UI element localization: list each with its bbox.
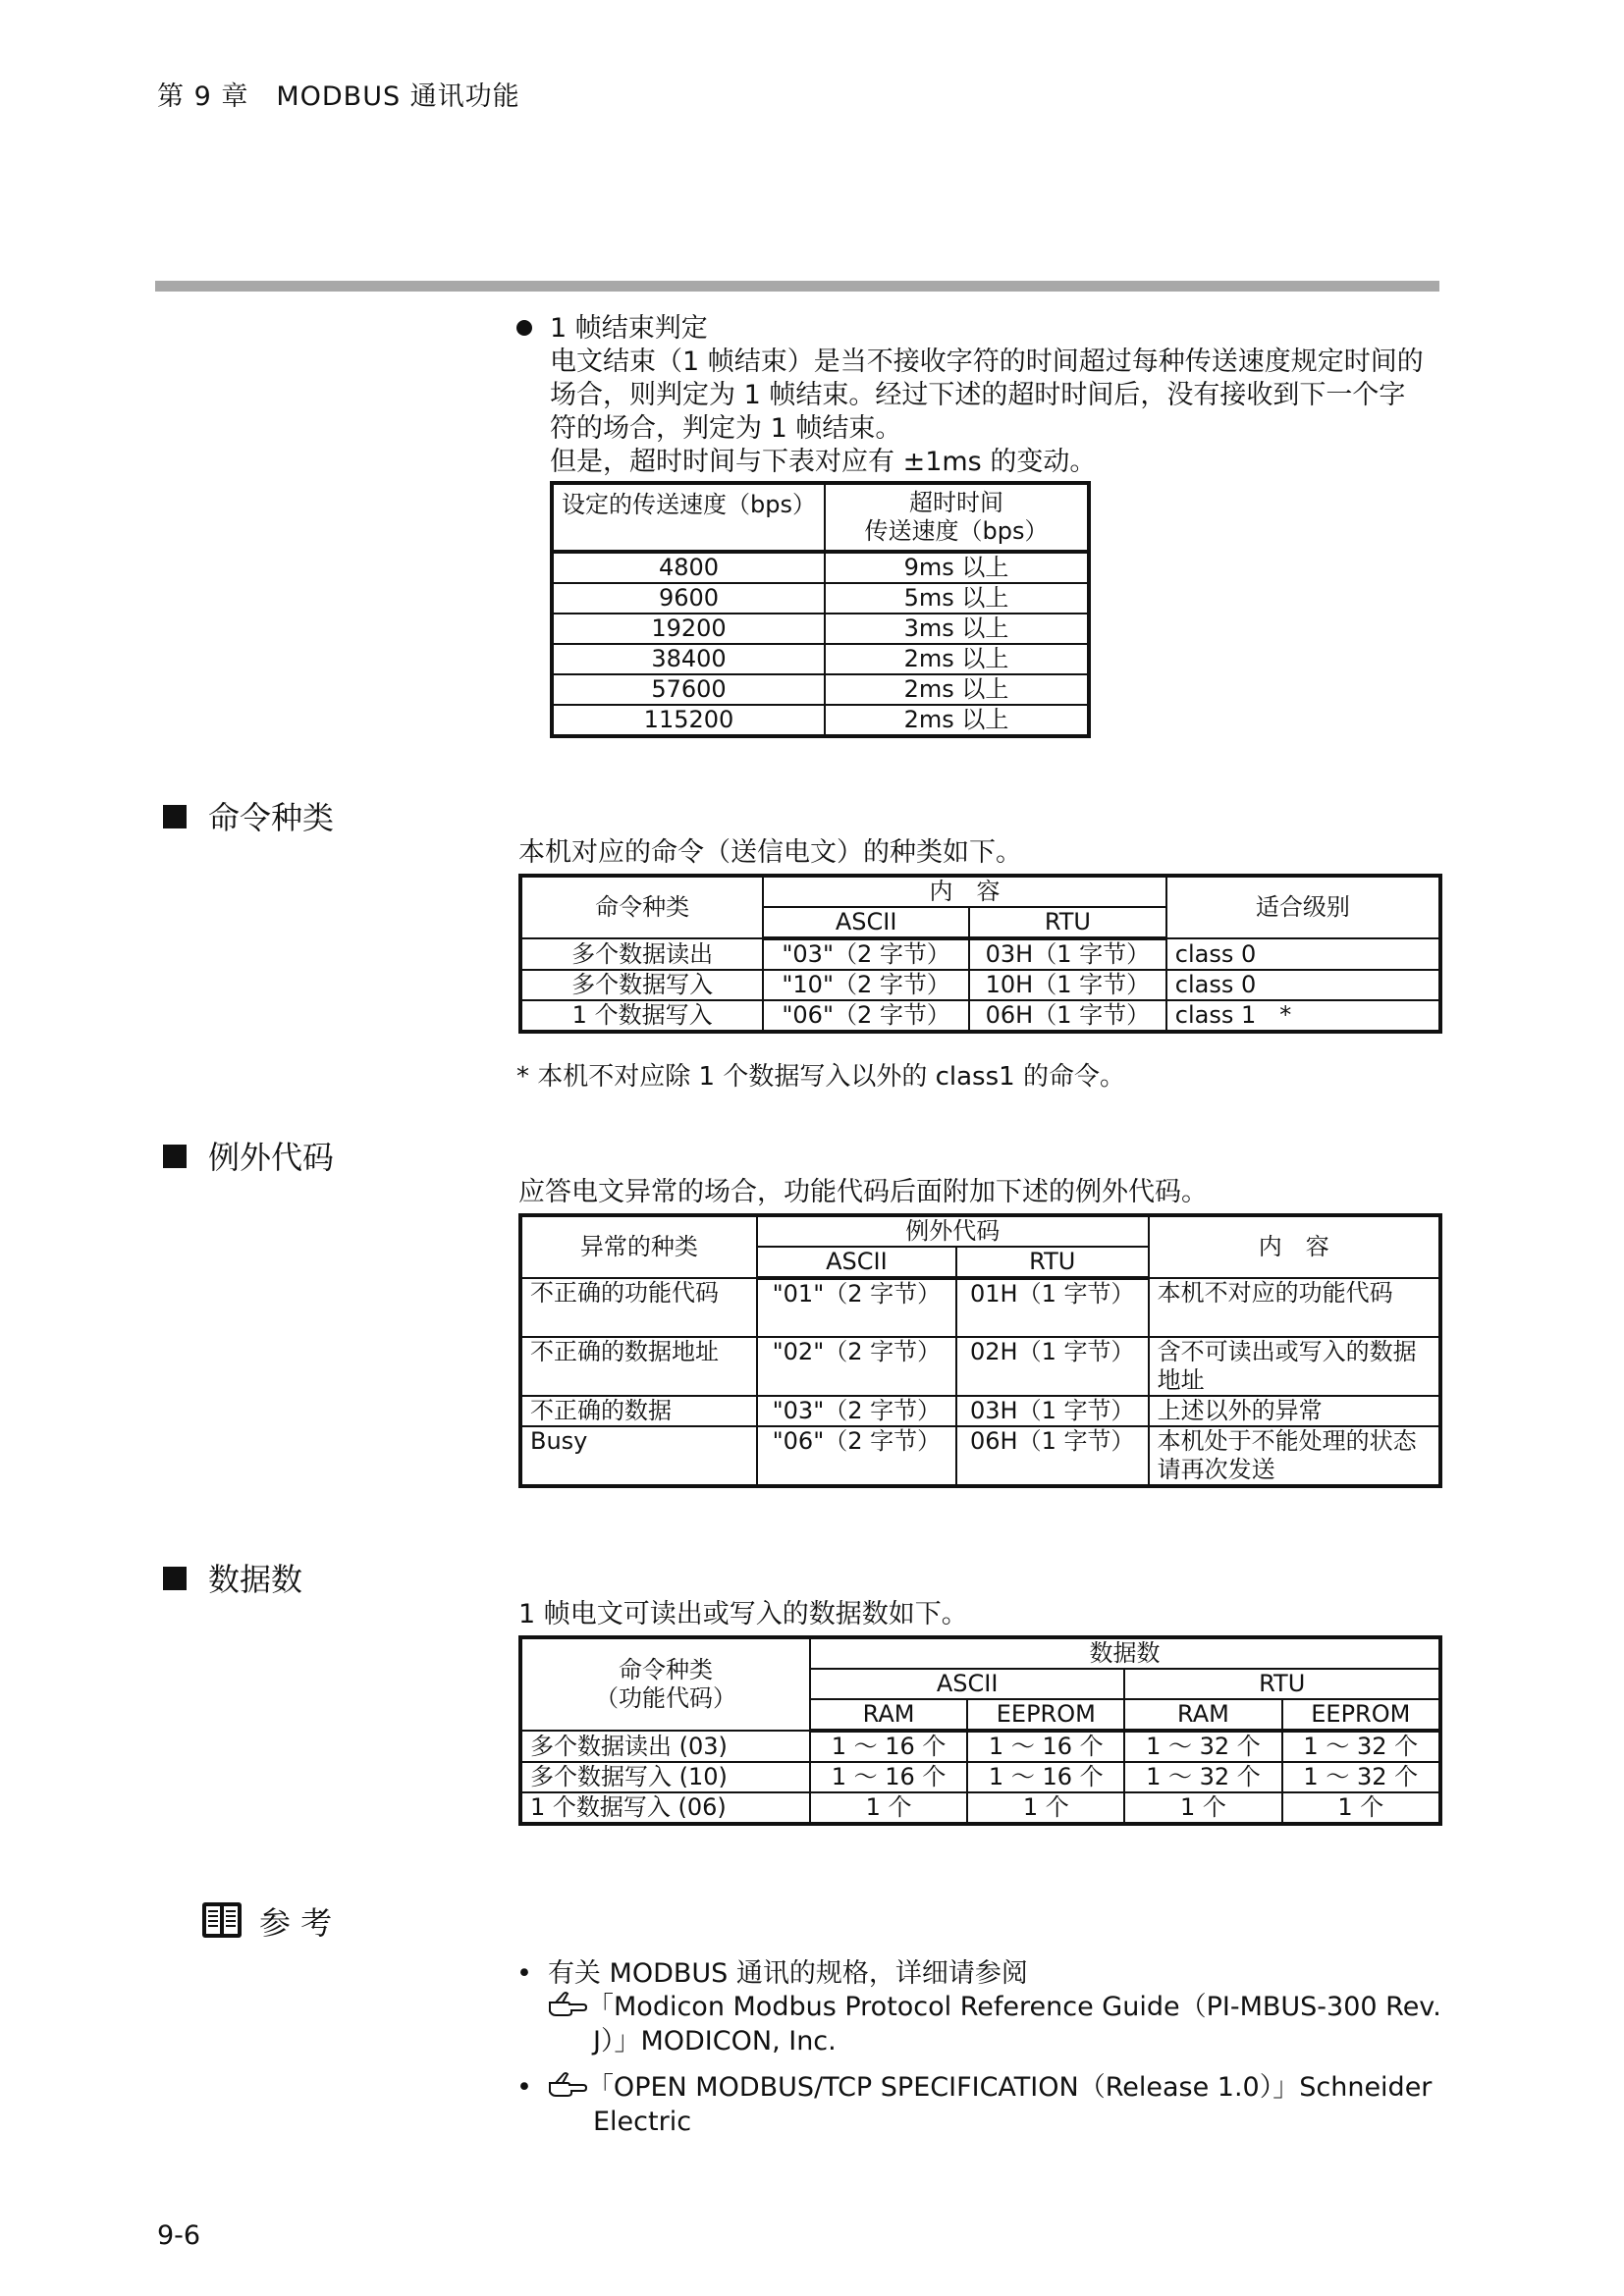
table-cell: 1 ～ 16 个 — [810, 1731, 967, 1762]
table-cell: 1 个数据写入 (06) — [520, 1792, 810, 1824]
table-cell: 多个数据写入 — [520, 970, 763, 1000]
table-cell: 1 个 — [1124, 1792, 1281, 1824]
commands-col-level: 适合级别 — [1166, 876, 1440, 938]
exceptions-col-type: 异常的种类 — [520, 1215, 757, 1278]
table-cell — [1149, 1278, 1440, 1337]
reference-text: 有关 MODBUS 通讯的规格，详细请参阅 — [547, 1958, 1028, 1989]
table-cell: 1 个数据写入 — [520, 1000, 763, 1032]
data-count-col-ram: RAM — [1124, 1699, 1281, 1731]
data-count-col-eeprom: EEPROM — [1282, 1699, 1440, 1731]
table-row — [520, 1337, 1440, 1396]
table-cell: 06H（1 字节） — [956, 1426, 1149, 1486]
commands-intro: 本机对应的命令（送信电文）的种类如下。 — [518, 837, 1022, 868]
data-count-table — [518, 1635, 1442, 1826]
commands-footnote: * 本机不对应除 1 个数据写入以外的 class1 的命令。 — [516, 1062, 1125, 1092]
table-cell: 不正确的数据地址 — [520, 1337, 757, 1396]
reference-item-1-line1 — [516, 1957, 1441, 1991]
commands-col-rtu: RTU — [969, 907, 1166, 938]
reference-item-1-line2 — [516, 1991, 1441, 2025]
table-cell: 01H（1 字节） — [956, 1278, 1149, 1337]
reference-item-1 — [516, 1957, 1441, 2058]
commands-heading-row — [163, 793, 334, 838]
table-cell: 1 个 — [810, 1792, 967, 1824]
commands-heading: 命令种类 — [208, 799, 335, 836]
commands-table — [518, 874, 1442, 1034]
exceptions-col-content: 内 容 — [1149, 1215, 1440, 1278]
commands-col-ascii: ASCII — [763, 907, 969, 938]
reference-heading-row — [200, 1898, 332, 1948]
exceptions-intro: 应答电文异常的场合，功能代码后面附加下述的例外代码。 — [518, 1177, 1208, 1207]
table-row — [520, 1278, 1440, 1337]
table-cell: 1 ～ 32 个 — [1124, 1731, 1281, 1762]
section-square-icon — [163, 1145, 187, 1168]
table-row — [552, 614, 1089, 644]
data-count-col-rtu: RTU — [1124, 1669, 1440, 1699]
exceptions-heading-row — [163, 1133, 334, 1178]
bullet-icon — [516, 320, 532, 336]
table-row — [552, 705, 1089, 736]
exceptions-col-code: 例外代码 — [757, 1215, 1149, 1247]
table-row — [520, 1426, 1440, 1486]
table-cell: 1 ～ 16 个 — [967, 1762, 1124, 1792]
table-cell — [1149, 1426, 1440, 1486]
table-cell: "06"（2 字节） — [763, 1000, 969, 1032]
exceptions-table — [518, 1213, 1442, 1488]
table-cell — [1149, 1337, 1440, 1396]
table-row — [520, 938, 1440, 970]
reference-link-text: 「OPEN MODBUS/TCP SPECIFICATION（Release 1.0）」Schneider — [586, 2072, 1433, 2103]
bullet-icon: • — [516, 1958, 532, 1989]
table-cell: 2ms 以上 — [825, 705, 1089, 736]
table-row — [552, 583, 1089, 614]
cell-line: 地址 — [1157, 1366, 1205, 1394]
table-cell: 1 ～ 32 个 — [1282, 1762, 1440, 1792]
data-count-col-ram: RAM — [810, 1699, 967, 1731]
table-cell: Busy — [520, 1426, 757, 1486]
section-rule — [155, 281, 1439, 292]
table-cell: 4800 — [552, 552, 825, 583]
table-row — [520, 970, 1440, 1000]
table-cell: 3ms 以上 — [825, 614, 1089, 644]
table-cell: 03H（1 字节） — [969, 938, 1166, 970]
table-cell: 06H（1 字节） — [969, 1000, 1166, 1032]
table-row — [520, 1000, 1440, 1032]
data-count-col-type-line1: 命令种类 — [619, 1656, 713, 1683]
pointing-hand-icon — [548, 2071, 587, 2106]
timeout-col-time-line2: 传送速度（bps） — [864, 517, 1049, 545]
timeout-table — [550, 481, 1091, 738]
table-cell: 38400 — [552, 644, 825, 674]
exceptions-col-ascii: ASCII — [757, 1247, 956, 1278]
table-cell: 115200 — [552, 705, 825, 736]
timeout-col-time — [825, 483, 1089, 552]
paragraph-line: 符的场合，判定为 1 帧结束。 — [550, 413, 902, 444]
table-cell: 多个数据读出 — [520, 938, 763, 970]
table-cell: "03"（2 字节） — [757, 1396, 956, 1426]
table-cell: 9ms 以上 — [825, 552, 1089, 583]
data-count-col-eeprom: EEPROM — [967, 1699, 1124, 1731]
table-cell: 不正确的功能代码 — [520, 1278, 757, 1337]
book-icon — [200, 1900, 244, 1948]
table-cell: 1 ～ 16 个 — [967, 1731, 1124, 1762]
reference-item-2 — [516, 2071, 1432, 2139]
table-cell: 1 个 — [967, 1792, 1124, 1824]
table-cell: 03H（1 字节） — [956, 1396, 1149, 1426]
commands-col-content: 内 容 — [763, 876, 1166, 907]
table-row — [520, 1396, 1440, 1426]
page-number: 9-6 — [157, 2220, 201, 2251]
paragraph-line: 电文结束（1 帧结束）是当不接收字符的时间超过每种传送速度规定时间的 — [550, 347, 1424, 377]
timeout-col-time-line1: 超时时间 — [908, 489, 1003, 516]
frame-end-paragraph — [550, 346, 1424, 479]
reference-link-text: 「Modicon Modbus Protocol Reference Guide（PI-MBUS-300 Rev. — [587, 1992, 1441, 2022]
data-count-heading-row — [163, 1555, 302, 1600]
pointing-hand-icon — [548, 1991, 587, 2025]
table-cell: "03"（2 字节） — [763, 938, 969, 970]
timeout-col-speed: 设定的传送速度（bps） — [552, 483, 825, 552]
frame-end-title-row — [516, 312, 708, 346]
table-cell: 2ms 以上 — [825, 674, 1089, 705]
table-cell: 不正确的数据 — [520, 1396, 757, 1426]
reference-item-2-line1 — [516, 2071, 1432, 2106]
paragraph-line: 但是，超时时间与下表对应有 ±1ms 的变动。 — [550, 447, 1097, 477]
table-cell: "01"（2 字节） — [757, 1278, 956, 1337]
cell-line: 含不可读出或写入的数据 — [1157, 1338, 1417, 1365]
paragraph-line: 场合，则判定为 1 帧结束。经过下述的超时时间后，没有接收到下一个字 — [550, 380, 1406, 410]
table-cell — [1149, 1396, 1440, 1426]
bullet-icon: • — [516, 2072, 532, 2103]
reference-item-1-line3: J）」MODICON, Inc. — [593, 2026, 837, 2056]
exceptions-heading: 例外代码 — [208, 1139, 335, 1176]
table-row — [552, 644, 1089, 674]
table-cell: 多个数据写入 (10) — [520, 1762, 810, 1792]
table-cell: 5ms 以上 — [825, 583, 1089, 614]
data-count-col-count: 数据数 — [810, 1637, 1440, 1669]
section-square-icon — [163, 805, 187, 828]
reference-item-2-line2: Electric — [593, 2107, 692, 2137]
table-cell: class 0 — [1166, 970, 1440, 1000]
table-cell: 9600 — [552, 583, 825, 614]
table-cell: 多个数据读出 (03) — [520, 1731, 810, 1762]
data-count-col-type — [520, 1637, 810, 1731]
table-row — [520, 1762, 1440, 1792]
data-count-heading: 数据数 — [208, 1561, 303, 1598]
table-row — [520, 1731, 1440, 1762]
table-cell: 57600 — [552, 674, 825, 705]
table-cell: "02"（2 字节） — [757, 1337, 956, 1396]
data-count-intro: 1 帧电文可读出或写入的数据数如下。 — [518, 1599, 968, 1629]
table-cell: 10H（1 字节） — [969, 970, 1166, 1000]
data-count-col-type-line2: （功能代码） — [595, 1684, 736, 1712]
table-row — [552, 674, 1089, 705]
cell-line: 请再次发送 — [1157, 1456, 1275, 1483]
frame-end-title: 1 帧结束判定 — [550, 313, 708, 344]
table-row — [520, 1792, 1440, 1824]
exceptions-col-rtu: RTU — [956, 1247, 1149, 1278]
section-square-icon — [163, 1567, 187, 1590]
table-cell: "06"（2 字节） — [757, 1426, 956, 1486]
table-cell: 02H（1 字节） — [956, 1337, 1149, 1396]
table-cell: 1 个 — [1282, 1792, 1440, 1824]
table-cell: class 1 * — [1166, 1000, 1440, 1032]
table-cell: 19200 — [552, 614, 825, 644]
table-row — [552, 552, 1089, 583]
table-cell: "10"（2 字节） — [763, 970, 969, 1000]
cell-line: 本机处于不能处理的状态 — [1157, 1427, 1417, 1455]
cell-line: 上述以外的异常 — [1157, 1397, 1323, 1424]
commands-col-type: 命令种类 — [520, 876, 763, 938]
table-cell: class 0 — [1166, 938, 1440, 970]
table-cell: 2ms 以上 — [825, 644, 1089, 674]
cell-line: 本机不对应的功能代码 — [1157, 1279, 1393, 1307]
chapter-header: 第 9 章 MODBUS 通讯功能 — [157, 81, 520, 112]
table-cell: 1 ～ 16 个 — [810, 1762, 967, 1792]
table-cell: 1 ～ 32 个 — [1124, 1762, 1281, 1792]
table-cell: 1 ～ 32 个 — [1282, 1731, 1440, 1762]
reference-heading: 参 考 — [259, 1904, 333, 1942]
data-count-col-ascii: ASCII — [810, 1669, 1124, 1699]
